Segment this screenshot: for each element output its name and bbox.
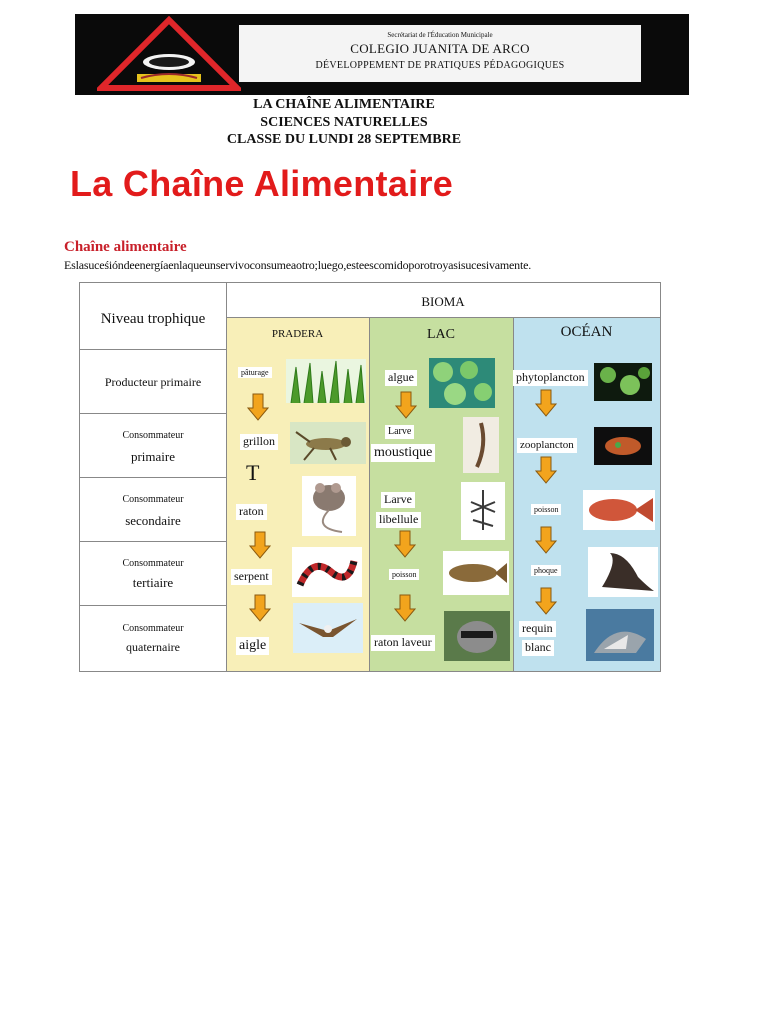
mosquito-larva-image xyxy=(463,417,499,473)
level-quaternaire: quaternaire xyxy=(126,640,180,654)
arrow-down-icon xyxy=(394,530,416,558)
cricket-image xyxy=(290,422,366,464)
lac-libellule: libellule xyxy=(376,512,421,528)
section-title: Chaîne alimentaire xyxy=(64,239,187,255)
arrow-down-icon xyxy=(535,587,557,615)
mouse-image xyxy=(302,476,356,536)
pradera-paturage: pâturage xyxy=(238,367,272,378)
dragonfly-larva-image xyxy=(461,482,505,540)
grid-line xyxy=(80,477,226,478)
lac-algue: algue xyxy=(385,370,417,386)
level-secondaire: secondaire xyxy=(125,513,181,528)
raccoon-image xyxy=(444,611,510,661)
trout-image xyxy=(443,551,509,595)
ocean-phoque: phoque xyxy=(531,565,561,576)
pradera-aigle: aigle xyxy=(236,637,269,655)
header-pradera: PRADERA xyxy=(271,328,324,340)
header-bioma: BIOMA xyxy=(421,294,465,309)
grid-line xyxy=(80,541,226,542)
lac-moustique: moustique xyxy=(371,444,435,462)
header-ocean: OCÉAN xyxy=(560,324,613,340)
ocean-fish-image xyxy=(583,490,655,530)
grid-line xyxy=(80,413,226,414)
arrow-down-icon xyxy=(247,393,269,421)
phytoplankton-image xyxy=(594,363,652,401)
zooplankton-image xyxy=(594,427,652,465)
pradera-serpent: serpent xyxy=(231,569,272,585)
algae-image xyxy=(429,358,495,408)
page-title: La Chaîne Alimentaire xyxy=(70,163,454,204)
shark-image xyxy=(586,609,654,661)
arrow-down-icon xyxy=(249,531,271,559)
arrow-down-icon xyxy=(535,456,557,484)
header-niveau-trophique: Niveau trophique xyxy=(100,311,206,327)
arrow-down-icon xyxy=(535,389,557,417)
grid-line xyxy=(80,349,226,350)
lac-raton-laveur: raton laveur xyxy=(371,635,435,651)
grid-line xyxy=(80,605,226,606)
ocean-requin: requin xyxy=(519,621,556,637)
grid-line xyxy=(226,283,227,671)
eagle-image xyxy=(293,603,363,653)
stray-letter: T xyxy=(246,460,260,485)
ocean-phytoplancton: phytoplancton xyxy=(513,370,588,386)
arrow-down-icon xyxy=(395,391,417,419)
level-consommateur-1: Consommateur xyxy=(122,430,184,441)
pradera-grillon: grillon xyxy=(240,434,278,450)
section-definition: Eslasuceśióndeenergíaenlaqueunservivoconsumeaotro;luego,esteescomidoporotroyasisucesivamente. xyxy=(64,258,532,272)
header-lac: LAC xyxy=(427,327,455,342)
heading-topic: LA CHAÎNE ALIMENTAIRE xyxy=(253,97,435,112)
level-consommateur-4: Consommateur xyxy=(122,623,184,634)
school-logo xyxy=(97,16,241,92)
ocean-blanc: blanc xyxy=(522,640,554,656)
banner-subtitle: DÉVELOPPEMENT DE PRATIQUES PÉDAGOGIQUES xyxy=(315,60,565,71)
lac-poisson: poisson xyxy=(389,569,419,580)
school-info-box xyxy=(239,25,641,82)
level-tertiaire: tertiaire xyxy=(132,575,174,590)
level-primaire: primaire xyxy=(130,449,176,464)
level-consommateur-3: Consommateur xyxy=(122,558,184,569)
arrow-down-icon xyxy=(249,594,271,622)
arrow-down-icon xyxy=(535,526,557,554)
ocean-poisson: poisson xyxy=(531,504,561,515)
arrow-down-icon xyxy=(394,594,416,622)
level-consommateur-2: Consommateur xyxy=(122,494,184,505)
pradera-raton: raton xyxy=(236,504,267,520)
heading-subject: SCIENCES NATURELLES xyxy=(260,115,428,130)
lac-larve-1: Larve xyxy=(385,425,414,439)
food-chain-table xyxy=(79,282,661,672)
grid-line xyxy=(369,317,370,671)
ocean-zooplancton: zooplancton xyxy=(517,438,577,453)
heading-class-date: CLASSE DU LUNDI 28 SEPTEMBRE xyxy=(226,132,462,147)
school-name: COLEGIO JUANITA DE ARCO xyxy=(350,41,530,56)
snake-image xyxy=(292,547,362,597)
grass-image xyxy=(286,359,366,403)
grid-line xyxy=(226,317,660,318)
header-banner xyxy=(75,14,689,95)
seal-image xyxy=(588,547,658,597)
level-producteur-primaire: Producteur primaire xyxy=(104,375,202,389)
secretariat-label: Secrétariat de l'Éducation Municipale xyxy=(387,31,493,39)
lac-larve-2: Larve xyxy=(381,492,415,508)
